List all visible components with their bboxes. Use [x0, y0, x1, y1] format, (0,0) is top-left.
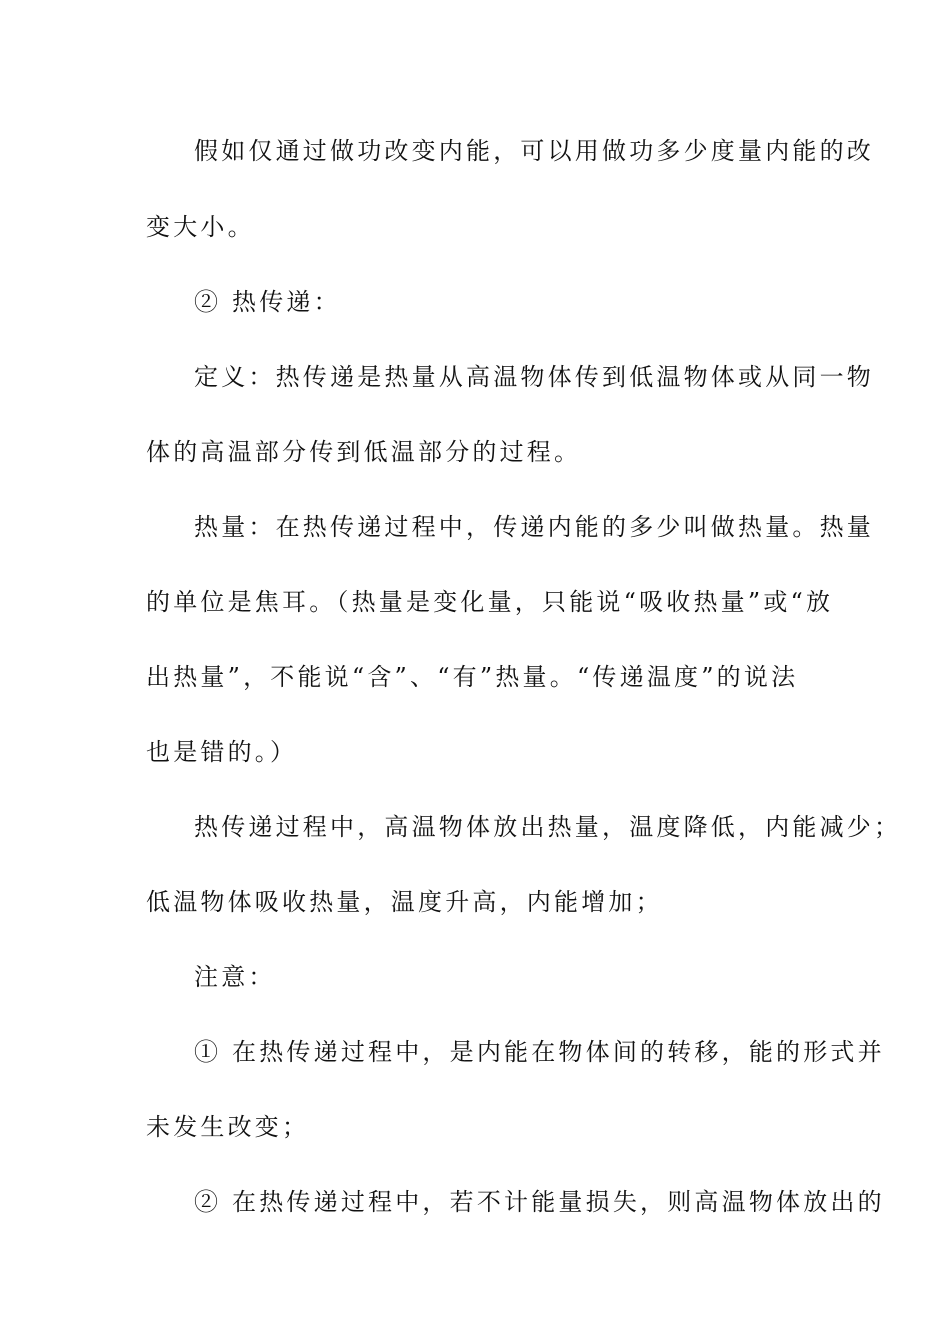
note-item-2-line-1: ② 在热传递过程中，若不计能量损失，则高温物体放出的 [194, 1188, 885, 1216]
heat-quantity-line-4: 也是错的。） [146, 738, 298, 766]
note-item-1-line-2: 未发生改变； [146, 1113, 310, 1141]
process-line-1: 热传递过程中，高温物体放出热量，温度降低，内能减少； [194, 813, 902, 841]
process-line-2: 低温物体吸收热量，温度升高，内能增加； [146, 888, 663, 916]
paragraph-line-1: 假如仅通过做功改变内能，可以用做功多少度量内能的改 [194, 137, 874, 165]
note-item-1-line-1: ① 在热传递过程中，是内能在物体间的转移，能的形式并 [194, 1038, 885, 1066]
section-heading-heat-transfer: ② 热传递： [194, 288, 341, 316]
heat-quantity-line-3: 出热量”，不能说“含”、“有”热量。“传递温度”的说法 [146, 663, 799, 691]
heat-quantity-line-2: 的单位是焦耳。（热量是变化量，只能说“吸收热量”或“放 [146, 588, 834, 616]
note-heading: 注意： [194, 963, 276, 991]
definition-line-2: 体的高温部分传到低温部分的过程。 [146, 438, 582, 466]
definition-line-1: 定义：热传递是热量从高温物体传到低温物体或从同一物 [194, 363, 874, 391]
heat-quantity-line-1: 热量：在热传递过程中，传递内能的多少叫做热量。热量 [194, 513, 874, 541]
paragraph-line-2: 变大小。 [146, 213, 255, 241]
